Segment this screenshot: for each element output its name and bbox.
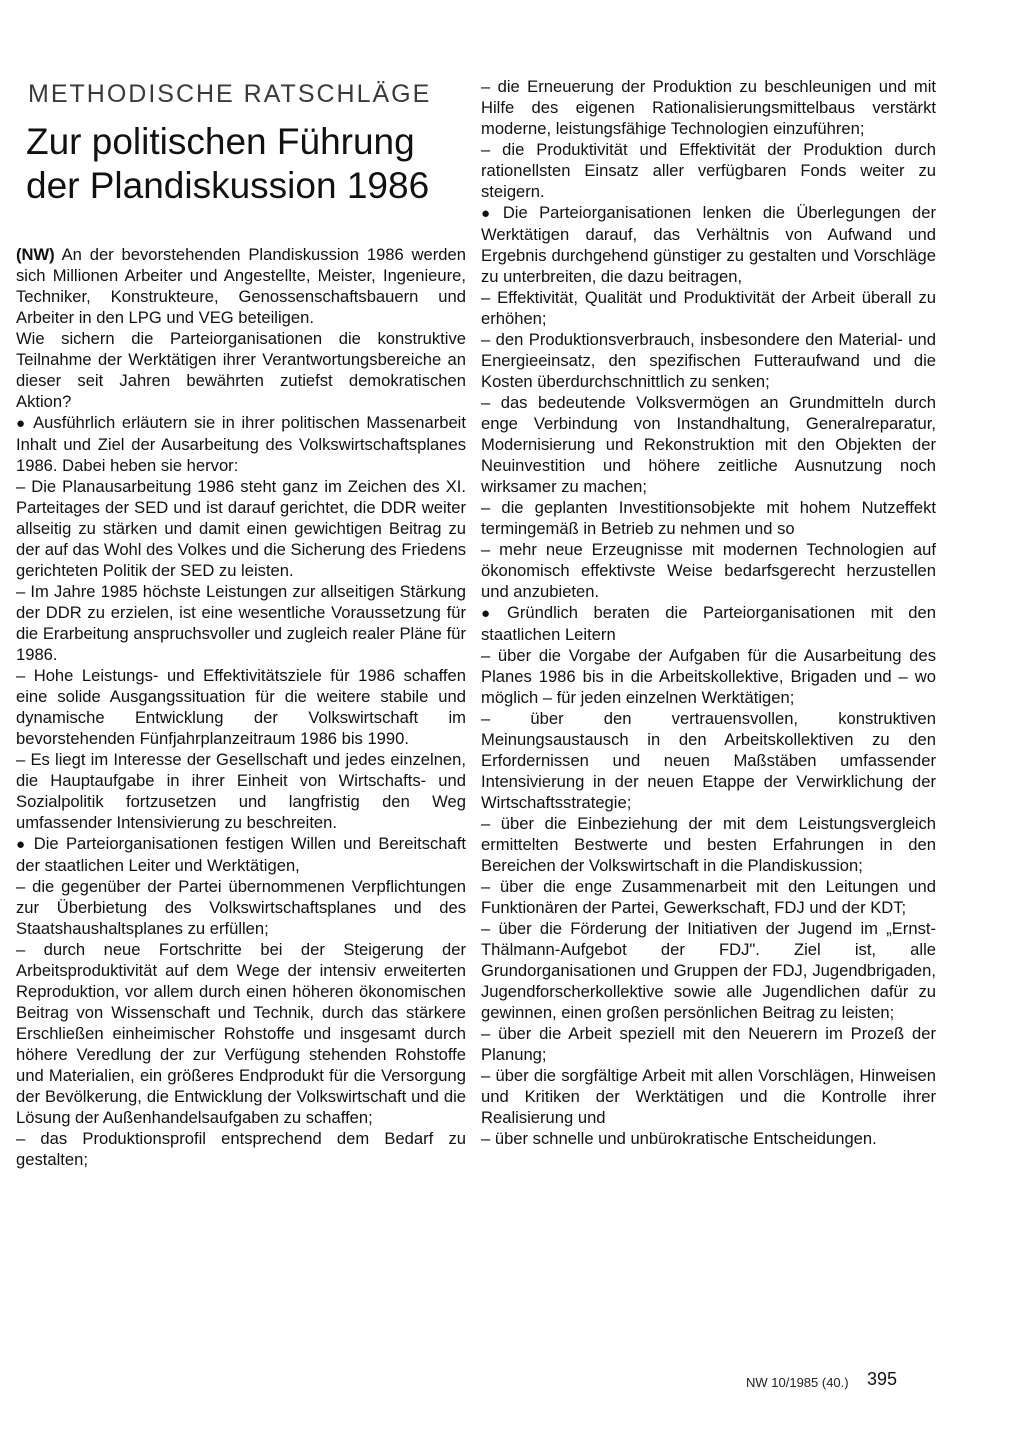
dash-item: – die geplanten Investitionsobjekte mit hohem Nutzeffekt termingemäß in Betrieb zu nehmen und so bbox=[481, 498, 936, 538]
dash-item: – über die Arbeit speziell mit den Neuerern im Prozeß der Planung; bbox=[481, 1024, 936, 1064]
page-number: 395 bbox=[867, 1369, 898, 1389]
section-kicker: METHODISCHE RATSCHLÄGE bbox=[28, 80, 432, 108]
dash-item: – über den vertrauensvollen, konstruktiven Meinungsaustausch in den Arbeitskollektiven zu den Erfordernissen und neuen Maßstäben umfassender Intensivierung in der neuen Etappe der Verwirklichung der Wirtschaftsstrategie; bbox=[481, 709, 936, 812]
dash-item: – die gegenüber der Partei übernommenen Verpflichtungen zur Überbietung des Volkswirtschaftsplanes und des Staatshaushaltsplanes zu erfüllen; bbox=[16, 877, 466, 938]
article-headline bbox=[26, 120, 456, 208]
issue-reference: NW 10/1985 (40.) bbox=[746, 1375, 849, 1390]
dash-item: – über die enge Zusammenarbeit mit den Leitungen und Funktionären der Partei, Gewerkschaft, FDJ und der KDT; bbox=[481, 877, 936, 917]
dash-item: – über die Förderung der Initiativen der Jugend im „Ernst-Thälmann-Aufgebot der FDJ". Ziel ist, alle Grundorganisationen und Gruppen der FDJ, Jugendbrigaden, Jugendforscherkollektive sowie alle Jugendlichen dafür zu gewinnen, einen großen persönlichen Beitrag zu leisten; bbox=[481, 919, 936, 1022]
bullet-paragraph: ● Die Parteiorganisationen festigen Willen und Bereitschaft der staatlichen Leiter und Werktätigen, bbox=[16, 833, 466, 876]
bullet-paragraph: ● Die Parteiorganisationen lenken die Überlegungen der Werktätigen darauf, das Verhältnis von Aufwand und Ergebnis durchgehend günstiger zu gestalten und Vorschläge zu unterbreiten, die dazu beitragen, bbox=[481, 202, 936, 287]
dash-item: – das Produktionsprofil entsprechend dem Bedarf zu gestalten; bbox=[16, 1129, 466, 1169]
dash-item: – über die sorgfältige Arbeit mit allen Vorschlägen, Hinweisen und Kritiken der Werktätigen und die Kontrolle ihrer Realisierung und bbox=[481, 1066, 936, 1127]
dash-item: – die Produktivität und Effektivität der Produktion durch rationellsten Einsatz aller verfügbaren Fonds weiter zu steigern. bbox=[481, 140, 936, 201]
bullet-paragraph: ● Ausführlich erläutern sie in ihrer politischen Massenarbeit Inhalt und Ziel der Ausarbeitung des Volkswirtschaftsplanes 1986. Dabei heben sie hervor: bbox=[16, 412, 466, 476]
dash-item: – durch neue Fortschritte bei der Steigerung der Arbeitsproduktivität auf dem Wege der intensiv erweiterten Reproduktion, vor allem durch einen höheren ökonomischen Beitrag von Wissenschaft und Technik, durch das stärkere Erschließen einheimischer Rohstoffe und insgesamt durch höhere Veredlung der zur Verfügung stehenden Rohstoffe und Materialien, ein größeres Endprodukt für die Versorgung der Bevölkerung, die Entwicklung der Volkswirtschaft und die Lösung der Außenhandelsaufgaben zu schaffen; bbox=[16, 940, 466, 1127]
dash-item: – Hohe Leistungs- und Effektivitätsziele für 1986 schaffen eine solide Ausgangssituation für die weitere stabile und dynamische Entwicklung der Volkswirtschaft im bevorstehenden Fünfjahrplanzeitraum 1986 bis 1990. bbox=[16, 666, 466, 748]
dash-item: – Effektivität, Qualität und Produktivität der Arbeit überall zu erhöhen; bbox=[481, 288, 936, 328]
dash-item: – das bedeutende Volksvermögen an Grundmitteln durch enge Verbindung von Instandhaltung, Generalreparatur, Modernisierung und Rekonstruktion mit den Objekten der Neuinvestition und höhere zeitliche Ausnutzung noch wirksamer zu machen; bbox=[481, 393, 936, 496]
dash-item: – Im Jahre 1985 höchste Leistungen zur allseitigen Stärkung der DDR zu erzielen, ist eine wesentliche Voraussetzung für die Erarbeitung anspruchsvoller und zugleich realer Pläne für 1986. bbox=[16, 582, 466, 664]
dash-item: – Es liegt im Interesse der Gesellschaft und jedes einzelnen, die Hauptaufgabe in ihrer Einheit von Wirtschafts- und Sozialpolitik fortzusetzen und langfristig den Weg umfassender Intensivierung zu beschreiten. bbox=[16, 750, 466, 832]
dash-item: – mehr neue Erzeugnisse mit modernen Technologien auf ökonomisch effektivste Weise bedarfsgerecht herzustellen und anzubieten. bbox=[481, 540, 936, 601]
dash-item: – den Produktionsverbrauch, insbesondere den Material- und Energieeinsatz, den spezifischen Futteraufwand und die Kosten überdurchschnittlich zu senken; bbox=[481, 330, 936, 391]
bullet-paragraph: ● Gründlich beraten die Parteiorganisationen mit den staatlichen Leitern bbox=[481, 602, 936, 645]
intro-paragraph bbox=[16, 244, 466, 328]
headline-line-2: der Plandiskussion 1986 bbox=[26, 165, 430, 206]
lead-tag: (NW) bbox=[16, 245, 55, 264]
headline-line-1: Zur politischen Führung bbox=[26, 121, 415, 162]
paragraph: Wie sichern die Parteiorganisationen die konstruktive Teilnahme der Werktätigen ihrer Verantwortungsbereiche an dieser seit Jahren bewährten zutiefst demokratischen Aktion? bbox=[16, 329, 466, 411]
dash-item: – die Erneuerung der Produktion zu beschleunigen und mit Hilfe des eigenen Rationalisierungsmittelbaus verstärkt moderne, leistungsfähige Technologien einzuführen; bbox=[481, 77, 936, 138]
dash-item: – über die Einbeziehung der mit dem Leistungsvergleich ermittelten Bestwerte und besten Erfahrungen in den Bereichen der Volkswirtschaft in die Plandiskussion; bbox=[481, 814, 936, 875]
dash-item: – über die Vorgabe der Aufgaben für die Ausarbeitung des Planes 1986 bis in die Arbeitskollektive, Brigaden und – wo möglich – für jeden einzelnen Werktätigen; bbox=[481, 646, 936, 707]
left-column bbox=[16, 244, 466, 1170]
intro-text: An der bevorstehenden Plandiskussion 1986 werden sich Millionen Arbeiter und Angestellte, Meister, Ingenieure, Techniker, Konstrukteure, Genossenschaftsbauern und Arbeiter in den LPG und VEG beteiligen. bbox=[16, 245, 466, 327]
dash-item: – Die Planausarbeitung 1986 steht ganz im Zeichen des XI. Parteitages der SED und ist darauf gerichtet, die DDR weiter allseitig zu stärken und damit einen gewichtigen Beitrag zu der auf das Wohl des Volkes und die Sicherung des Friedens gerichteten Politik der SED zu leisten. bbox=[16, 477, 466, 580]
right-column bbox=[481, 76, 936, 1149]
dash-item: – über schnelle und unbürokratische Entscheidungen. bbox=[481, 1129, 877, 1148]
